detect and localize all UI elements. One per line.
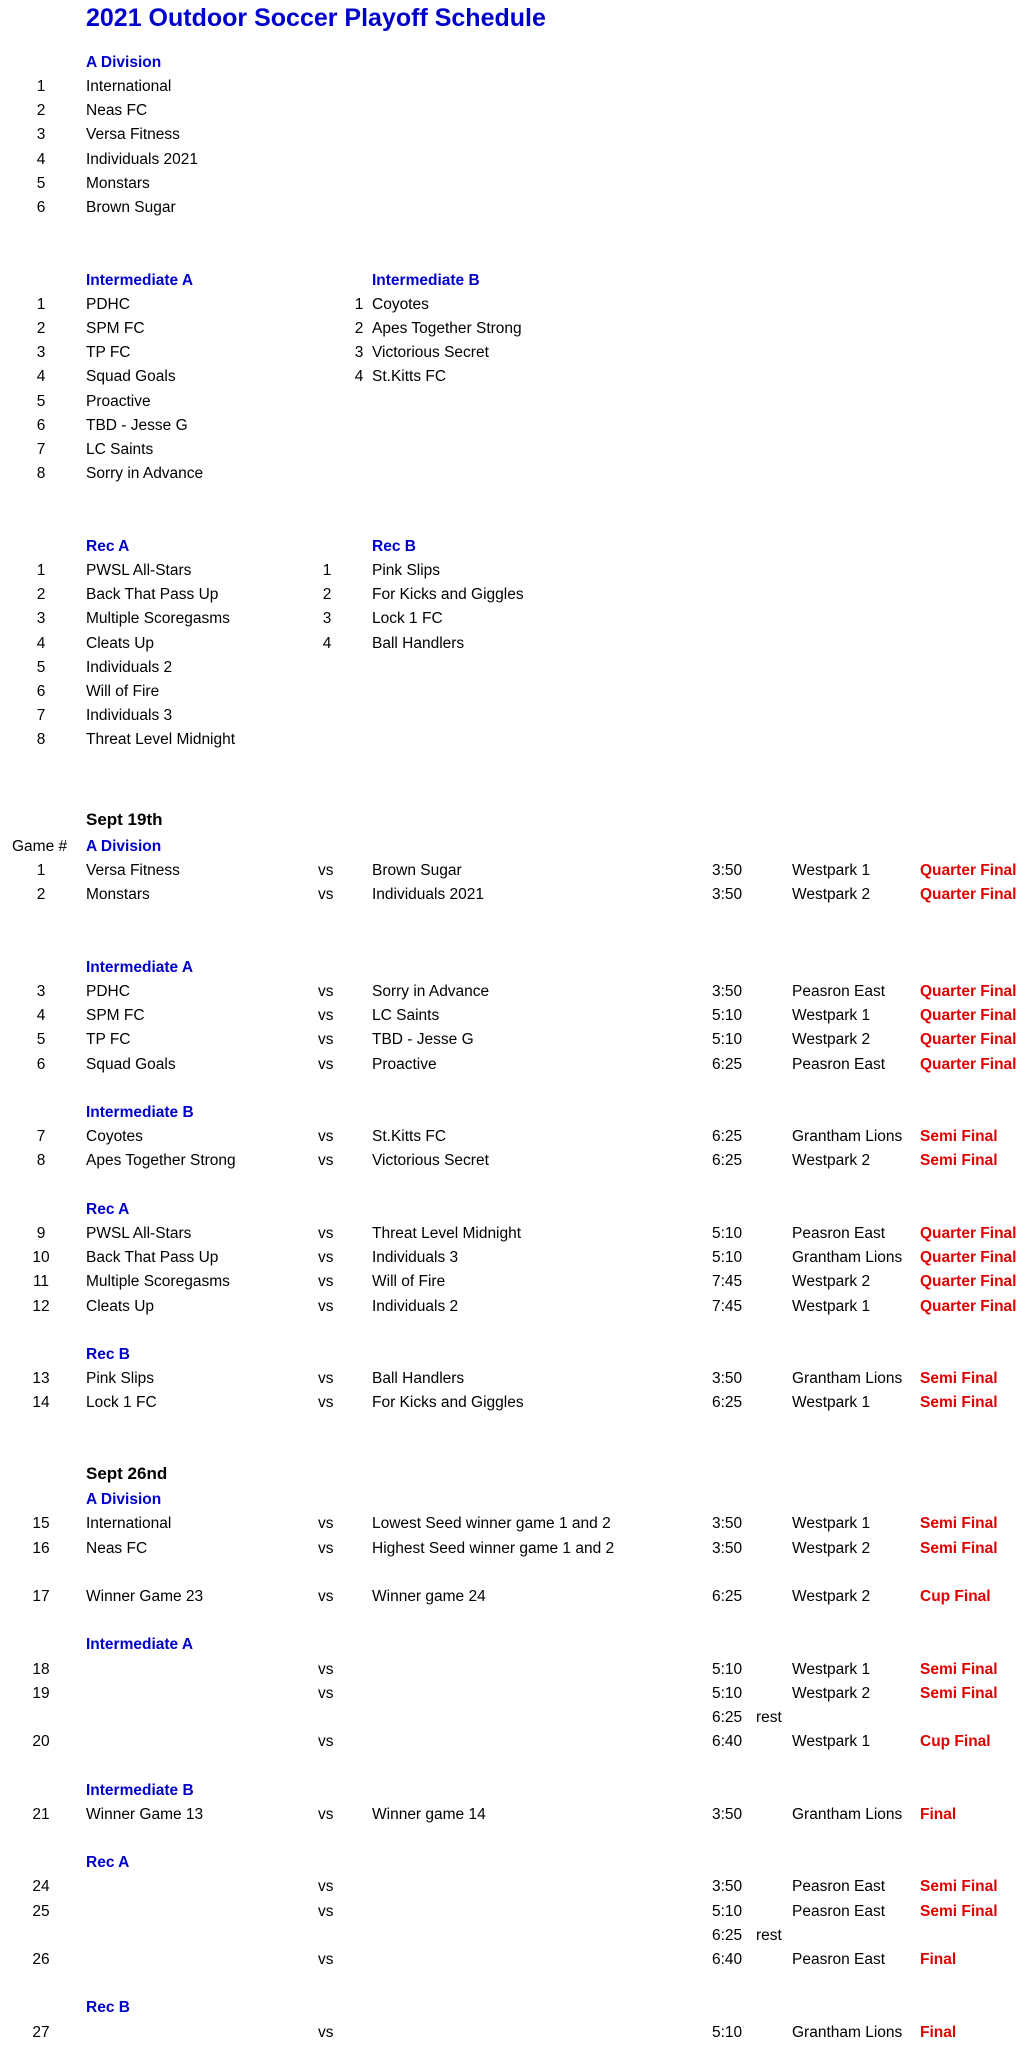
game-number: 7	[36, 1128, 46, 1146]
field-name: Westpark 1	[792, 1733, 871, 1751]
field-name: Westpark 1	[792, 1515, 871, 1533]
field-name: Westpark 2	[792, 886, 871, 904]
seed-team: Neas FC	[86, 102, 148, 120]
vs-label: vs	[318, 1007, 334, 1025]
round-label: Semi Final	[920, 1128, 998, 1146]
field-name: Peasron East	[792, 1951, 886, 1969]
field-name: Westpark 1	[792, 1660, 871, 1678]
away-team: Will of Fire	[372, 1273, 446, 1291]
seed-team: Brown Sugar	[86, 199, 176, 216]
seed-number: 8	[36, 731, 46, 749]
field-name: Peasron East	[792, 1055, 886, 1073]
round-label: Semi Final	[920, 1152, 998, 1170]
field-name: Grantham Lions	[792, 1128, 903, 1146]
round-label: Quarter Final	[920, 886, 1017, 904]
game-number: 8	[36, 1152, 46, 1170]
game-number: 19	[32, 1684, 50, 1702]
home-team: PDHC	[86, 983, 130, 1001]
seed-number: 6	[36, 683, 46, 700]
game-time: 5:10	[712, 1007, 743, 1025]
seed-team: Coyotes	[372, 295, 429, 313]
away-team: LC Saints	[372, 1007, 440, 1025]
vs-label: vs	[318, 862, 334, 880]
game-time: 5:10	[712, 1249, 743, 1267]
seed-team: Apes Together Strong	[372, 320, 522, 337]
seed-team: PDHC	[86, 295, 130, 313]
game-number: 26	[32, 1951, 50, 1969]
field-name: Grantham Lions	[792, 1249, 903, 1267]
field-name: Grantham Lions	[792, 1805, 903, 1823]
field-name: Westpark 1	[792, 1394, 871, 1412]
away-team: Individuals 2021	[372, 886, 485, 904]
away-team: Winner game 24	[372, 1588, 486, 1606]
away-team: Winner game 14	[372, 1805, 486, 1823]
field-name: Westpark 2	[792, 1031, 871, 1049]
seed-team: TBD - Jesse G	[86, 416, 188, 434]
rest-label: rest	[756, 1926, 782, 1944]
round-label: Semi Final	[920, 1878, 998, 1896]
field-name: Westpark 1	[792, 862, 871, 880]
field-name: Peasron East	[792, 983, 886, 1001]
seed-number: 1	[354, 295, 364, 313]
round-label: Semi Final	[920, 1660, 998, 1678]
vs-label: vs	[318, 1225, 334, 1243]
seed-number: 5	[36, 174, 46, 192]
round-label: Quarter Final	[920, 1031, 1017, 1049]
home-team: Coyotes	[86, 1128, 143, 1146]
seed-team: Lock 1 FC	[372, 610, 443, 628]
seed-number: 8	[36, 465, 46, 483]
away-team: Victorious Secret	[372, 1152, 489, 1170]
game-time: 5:10	[712, 1902, 743, 1920]
game-time: 3:50	[712, 1370, 743, 1388]
seed-team: Individuals 3	[86, 707, 173, 725]
game-number: 3	[36, 983, 46, 1001]
seed-number: 2	[322, 586, 332, 604]
seed-number: 2	[354, 320, 364, 337]
vs-label: vs	[318, 1128, 334, 1146]
away-team: TBD - Jesse G	[372, 1031, 474, 1049]
vs-label: vs	[318, 886, 334, 904]
seed-number: 5	[36, 658, 46, 676]
division-header: Rec A	[86, 1200, 130, 1218]
game-number: 25	[32, 1902, 50, 1920]
seed-number: 1	[36, 562, 46, 579]
seed-number: 3	[322, 610, 332, 628]
day-date: Sept 26nd	[86, 1463, 168, 1483]
home-team: Apes Together Strong	[86, 1152, 236, 1170]
vs-label: vs	[318, 1951, 334, 1969]
round-label: Cup Final	[920, 1588, 991, 1606]
seed-team: Cleats Up	[86, 634, 155, 652]
division-header: A Division	[86, 837, 162, 855]
home-team: Lock 1 FC	[86, 1394, 157, 1412]
game-time: 6:40	[712, 1733, 743, 1751]
field-name: Westpark 2	[792, 1539, 871, 1557]
home-team: Cleats Up	[86, 1297, 155, 1315]
home-team: PWSL All-Stars	[86, 1225, 192, 1243]
game-number-header: Game #	[12, 837, 68, 855]
division-header: Intermediate B	[86, 1781, 194, 1799]
seed-number: 4	[354, 368, 364, 386]
seed-number: 6	[36, 416, 46, 434]
away-team: Individuals 3	[372, 1249, 459, 1267]
round-label: Semi Final	[920, 1539, 998, 1557]
vs-label: vs	[318, 1805, 334, 1823]
home-team: Back That Pass Up	[86, 1249, 219, 1267]
seed-team: Individuals 2021	[86, 150, 199, 168]
game-time: 5:10	[712, 1225, 743, 1243]
home-team: Pink Slips	[86, 1370, 155, 1388]
game-number: 12	[32, 1297, 50, 1315]
game-time: 6:25	[712, 1588, 743, 1606]
seed-list-header: A Division	[86, 53, 162, 71]
seed-number: 1	[322, 562, 332, 579]
seed-number: 2	[36, 320, 46, 337]
seed-number: 2	[36, 586, 46, 604]
round-label: Cup Final	[920, 1733, 991, 1751]
rest-time: 6:25	[712, 1709, 743, 1727]
seed-number: 1	[36, 295, 46, 313]
game-number: 13	[32, 1370, 50, 1388]
seed-list-header: Rec A	[86, 537, 130, 555]
round-label: Semi Final	[920, 1902, 998, 1920]
game-number: 5	[36, 1031, 46, 1049]
round-label: Final	[920, 1951, 957, 1969]
round-label: Quarter Final	[920, 862, 1017, 880]
seed-team: Threat Level Midnight	[86, 731, 236, 749]
seed-number: 3	[36, 126, 46, 144]
field-name: Peasron East	[792, 1225, 886, 1243]
seed-number: 4	[36, 150, 46, 168]
rest-label: rest	[756, 1709, 782, 1727]
home-team: International	[86, 1515, 172, 1533]
game-time: 7:45	[712, 1297, 743, 1315]
field-name: Westpark 2	[792, 1273, 871, 1291]
away-team: Brown Sugar	[372, 862, 462, 880]
seed-team: Individuals 2	[86, 658, 173, 676]
game-time: 3:50	[712, 1878, 743, 1896]
seed-team: Versa Fitness	[86, 126, 180, 144]
home-team: Winner Game 13	[86, 1805, 204, 1823]
seed-team: PWSL All-Stars	[86, 562, 192, 579]
seed-team: St.Kitts FC	[372, 368, 447, 386]
game-time: 5:10	[712, 2023, 743, 2041]
round-label: Semi Final	[920, 1370, 998, 1388]
round-label: Semi Final	[920, 1515, 998, 1533]
game-time: 6:25	[712, 1152, 743, 1170]
field-name: Peasron East	[792, 1878, 886, 1896]
field-name: Westpark 2	[792, 1152, 871, 1170]
home-team: Winner Game 23	[86, 1588, 204, 1606]
game-time: 7:45	[712, 1273, 743, 1291]
seed-number: 7	[36, 707, 46, 725]
seed-list-header: Rec B	[372, 537, 416, 555]
game-number: 17	[32, 1588, 50, 1606]
game-time: 3:50	[712, 1539, 743, 1557]
round-label: Quarter Final	[920, 1007, 1017, 1025]
away-team: Proactive	[372, 1055, 437, 1073]
seed-team: Sorry in Advance	[86, 465, 204, 483]
field-name: Westpark 1	[792, 1007, 871, 1025]
seed-team: Will of Fire	[86, 683, 160, 700]
home-team: SPM FC	[86, 1007, 145, 1025]
division-header: Intermediate B	[86, 1104, 194, 1122]
game-number: 14	[32, 1394, 50, 1412]
round-label: Quarter Final	[920, 1297, 1017, 1315]
seed-number: 6	[36, 199, 46, 216]
game-time: 3:50	[712, 886, 743, 904]
field-name: Peasron East	[792, 1902, 886, 1920]
seed-number: 7	[36, 441, 46, 458]
seed-team: Victorious Secret	[372, 344, 489, 362]
division-header: Rec B	[86, 1346, 130, 1364]
game-time: 6:25	[712, 1128, 743, 1146]
vs-label: vs	[318, 1539, 334, 1557]
away-team: Sorry in Advance	[372, 983, 490, 1001]
seed-number: 3	[36, 344, 46, 362]
round-label: Quarter Final	[920, 1273, 1017, 1291]
seed-number: 2	[36, 102, 46, 120]
field-name: Westpark 1	[792, 1297, 871, 1315]
vs-label: vs	[318, 2023, 334, 2041]
round-label: Quarter Final	[920, 1225, 1017, 1243]
seed-number: 4	[36, 368, 46, 386]
seed-team: Ball Handlers	[372, 634, 465, 652]
division-header: Rec A	[86, 1854, 130, 1872]
round-label: Quarter Final	[920, 1055, 1017, 1073]
round-label: Semi Final	[920, 1394, 998, 1412]
game-time: 5:10	[712, 1684, 743, 1702]
seed-team: TP FC	[86, 344, 131, 362]
vs-label: vs	[318, 1297, 334, 1315]
away-team: For Kicks and Giggles	[372, 1394, 524, 1412]
vs-label: vs	[318, 1684, 334, 1702]
vs-label: vs	[318, 1152, 334, 1170]
seed-number: 3	[36, 610, 46, 628]
vs-label: vs	[318, 1273, 334, 1291]
game-number: 27	[32, 2023, 50, 2041]
field-name: Westpark 2	[792, 1588, 871, 1606]
field-name: Grantham Lions	[792, 2023, 903, 2041]
vs-label: vs	[318, 1878, 334, 1896]
game-number: 15	[32, 1515, 50, 1533]
vs-label: vs	[318, 1660, 334, 1678]
game-number: 6	[36, 1055, 46, 1073]
home-team: Squad Goals	[86, 1055, 176, 1073]
seed-team: International	[86, 78, 172, 95]
game-number: 2	[36, 886, 46, 904]
day-date: Sept 19th	[86, 810, 163, 830]
vs-label: vs	[318, 1733, 334, 1751]
seed-number: 5	[36, 392, 46, 410]
home-team: Versa Fitness	[86, 862, 180, 880]
round-label: Quarter Final	[920, 983, 1017, 1001]
seed-team: Multiple Scoregasms	[86, 610, 230, 628]
field-name: Westpark 2	[792, 1684, 871, 1702]
seed-team: For Kicks and Giggles	[372, 586, 524, 604]
vs-label: vs	[318, 1031, 334, 1049]
game-number: 9	[36, 1225, 46, 1243]
seed-team: SPM FC	[86, 320, 145, 337]
vs-label: vs	[318, 983, 334, 1001]
seed-number: 4	[36, 634, 46, 652]
game-time: 6:40	[712, 1951, 743, 1969]
away-team: Threat Level Midnight	[372, 1225, 522, 1243]
home-team: Monstars	[86, 886, 150, 904]
game-number: 18	[32, 1660, 50, 1678]
game-time: 6:25	[712, 1055, 743, 1073]
game-time: 3:50	[712, 862, 743, 880]
game-time: 5:10	[712, 1031, 743, 1049]
away-team: Ball Handlers	[372, 1370, 465, 1388]
seed-team: Proactive	[86, 392, 151, 410]
seed-list-header: Intermediate A	[86, 271, 194, 289]
seed-number: 1	[36, 78, 46, 95]
game-number: 10	[32, 1249, 50, 1267]
vs-label: vs	[318, 1249, 334, 1267]
vs-label: vs	[318, 1588, 334, 1606]
away-team: St.Kitts FC	[372, 1128, 447, 1146]
round-label: Final	[920, 1805, 957, 1823]
division-header: Rec B	[86, 1999, 130, 2017]
game-number: 16	[32, 1539, 50, 1557]
division-header: Intermediate A	[86, 958, 194, 976]
vs-label: vs	[318, 1370, 334, 1388]
rest-time: 6:25	[712, 1926, 743, 1944]
game-number: 4	[36, 1007, 46, 1025]
field-name: Grantham Lions	[792, 1370, 903, 1388]
home-team: Neas FC	[86, 1539, 148, 1557]
home-team: Multiple Scoregasms	[86, 1273, 230, 1291]
game-time: 6:25	[712, 1394, 743, 1412]
game-time: 5:10	[712, 1660, 743, 1678]
game-time: 3:50	[712, 1805, 743, 1823]
home-team: TP FC	[86, 1031, 131, 1049]
away-team: Highest Seed winner game 1 and 2	[372, 1539, 615, 1557]
vs-label: vs	[318, 1055, 334, 1073]
game-time: 3:50	[712, 1515, 743, 1533]
away-team: Lowest Seed winner game 1 and 2	[372, 1515, 611, 1533]
game-number: 1	[36, 862, 46, 880]
seed-team: Monstars	[86, 174, 150, 192]
round-label: Quarter Final	[920, 1249, 1017, 1267]
seed-list-header: Intermediate B	[372, 271, 480, 289]
game-time: 3:50	[712, 983, 743, 1001]
away-team: Individuals 2	[372, 1297, 459, 1315]
division-header: A Division	[86, 1491, 162, 1509]
round-label: Final	[920, 2023, 957, 2041]
vs-label: vs	[318, 1515, 334, 1533]
game-number: 20	[32, 1733, 50, 1751]
page-title: 2021 Outdoor Soccer Playoff Schedule	[86, 4, 546, 32]
game-number: 24	[32, 1878, 50, 1896]
seed-number: 3	[354, 344, 364, 362]
vs-label: vs	[318, 1902, 334, 1920]
division-header: Intermediate A	[86, 1636, 194, 1654]
round-label: Semi Final	[920, 1684, 998, 1702]
seed-number: 4	[322, 634, 332, 652]
seed-team: Pink Slips	[372, 562, 441, 579]
seed-team: Back That Pass Up	[86, 586, 219, 604]
seed-team: LC Saints	[86, 441, 154, 458]
game-number: 21	[32, 1805, 50, 1823]
game-number: 11	[32, 1273, 50, 1291]
seed-team: Squad Goals	[86, 368, 176, 386]
vs-label: vs	[318, 1394, 334, 1412]
